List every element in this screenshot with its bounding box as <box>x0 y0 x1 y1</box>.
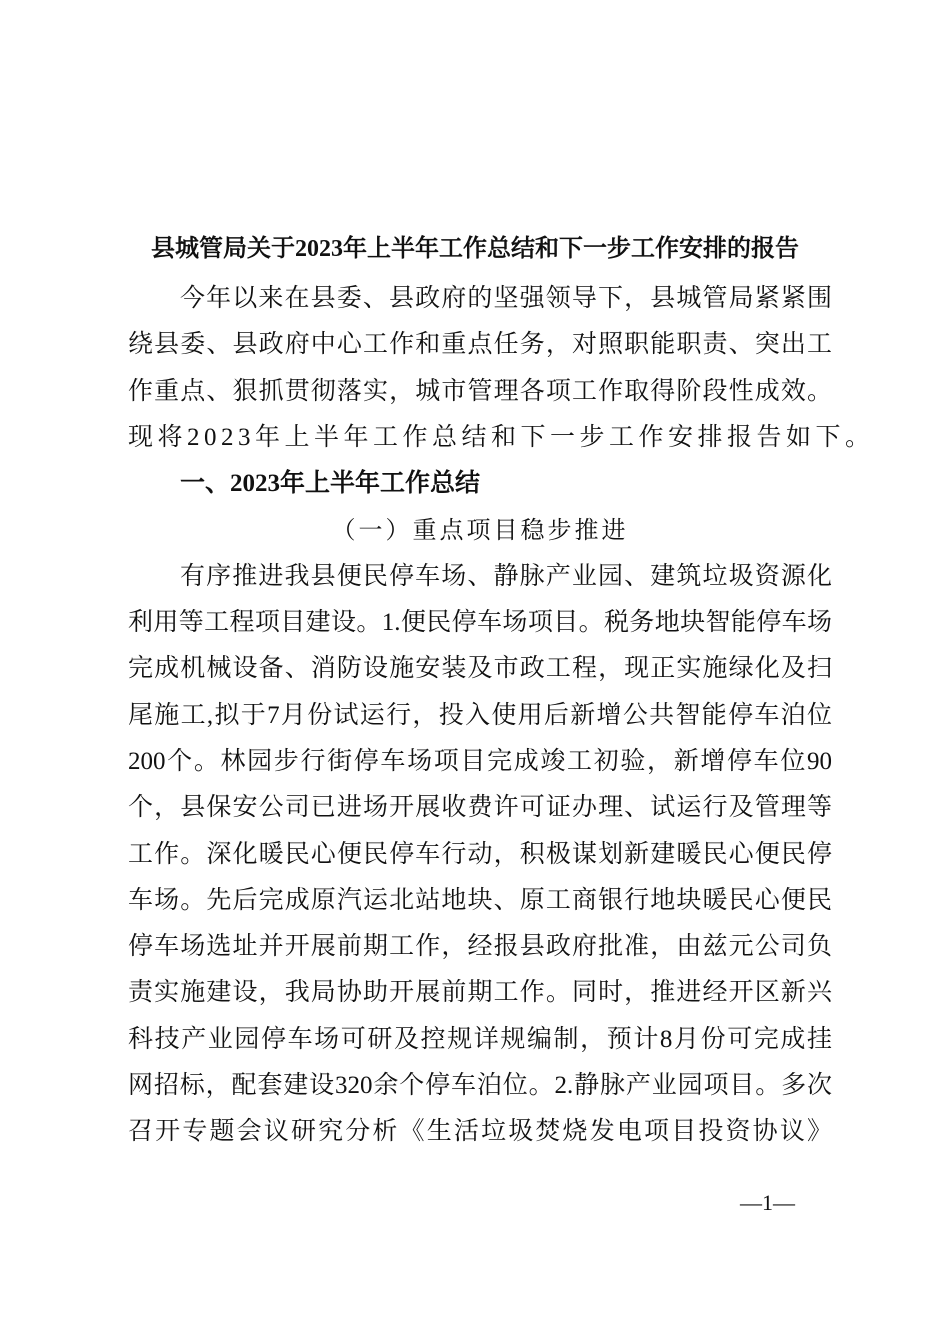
body-line: 个，县保安公司已进场开展收费许可证办理、试运行及管理等 <box>128 794 832 822</box>
body-line: 200个。林园步行街停车场项目完成竣工初验，新增停车位90 <box>128 747 832 775</box>
document-title: 县城管局关于2023年上半年工作总结和下一步工作安排的报告 <box>151 236 799 262</box>
body-line: 利用等工程项目建设。1.便民停车场项目。税务地块智能停车场 <box>128 609 832 637</box>
body-line: 有序推进我县便民停车场、静脉产业园、建筑垃圾资源化 <box>180 562 832 590</box>
subsection-heading: （一）重点项目稳步推进 <box>331 516 629 545</box>
body-line: 召开专题会议研究分析《生活垃圾焚烧发电项目投资协议》 <box>128 1118 832 1146</box>
intro-line: 今年以来在县委、县政府的坚强领导下，县城管局紧紧围 <box>180 285 832 312</box>
section-heading: 一、2023年上半年工作总结 <box>180 470 481 498</box>
body-line: 车场。先后完成原汽运北站地块、原工商银行地块暖民心便民 <box>128 886 832 914</box>
body-line: 完成机械设备、消防设施安装及市政工程，现正实施绿化及扫 <box>128 655 832 683</box>
intro-line: 作重点、狠抓贯彻落实，城市管理各项工作取得阶段性成效。 <box>128 377 832 405</box>
body-line: 网招标，配套建设320余个停车泊位。2.静脉产业园项目。多次 <box>128 1072 832 1100</box>
body-line: 工作。深化暖民心便民停车行动，积极谋划新建暖民心便民停 <box>128 840 832 868</box>
body-line: 停车场选址并开展前期工作，经报县政府批准，由兹元公司负 <box>128 933 832 961</box>
intro-line: 绕县委、县政府中心工作和重点任务，对照职能职责、突出工 <box>128 331 832 359</box>
page-number: —1— <box>740 1190 795 1215</box>
document-body <box>128 276 875 1156</box>
body-line: 责实施建设，我局协助开展前期工作。同时，推进经开区新兴 <box>128 979 832 1007</box>
body-line: 尾施工,拟于7月份试运行，投入使用后新增公共智能停车泊位 <box>128 701 832 729</box>
body-line: 科技产业园停车场可研及控规详规编制，预计8月份可完成挂 <box>128 1025 832 1053</box>
intro-line: 现将2023年上半年工作总结和下一步工作安排报告如下。 <box>128 423 875 451</box>
